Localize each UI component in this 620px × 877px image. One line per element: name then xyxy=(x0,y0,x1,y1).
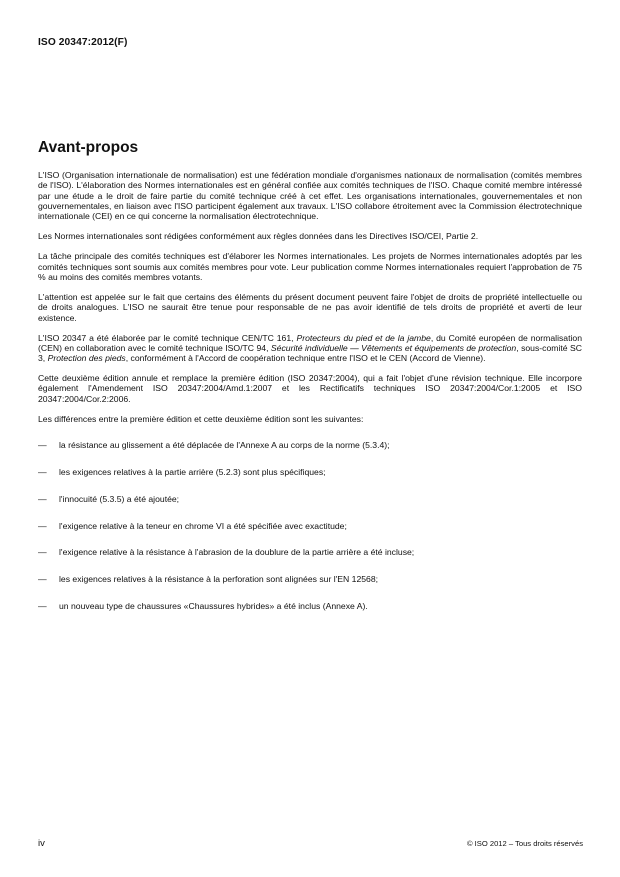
document-header: ISO 20347:2012(F) xyxy=(38,37,128,48)
text-segment: L'ISO 20347 a été élaborée par le comité technique CEN/TC 161, xyxy=(38,332,297,343)
text-segment: , conformément à l'Accord de coopération technique entre l'ISO et le CEN (Accord de Vienne). xyxy=(125,353,486,364)
list-item xyxy=(38,467,582,477)
dash-bullet: — xyxy=(38,440,47,451)
dash-bullet: — xyxy=(38,467,47,478)
page-title: Avant-propos xyxy=(38,139,139,156)
list-item-text: les exigences relatives à la partie arrière (5.2.3) sont plus spécifiques; xyxy=(59,467,326,478)
dash-bullet: — xyxy=(38,600,47,611)
list-item xyxy=(38,601,582,611)
list-item xyxy=(38,494,582,504)
copyright-notice: © ISO 2012 – Tous droits réservés xyxy=(466,839,583,848)
list-item-text: l'innocuité (5.3.5) a été ajoutée; xyxy=(59,493,180,504)
text-segment: , sous-comité SC 3, xyxy=(38,342,582,364)
page-number: iv xyxy=(38,838,45,849)
list-item-text: un nouveau type de chaussures «Chaussures hybrides» a été inclus (Annexe A). xyxy=(59,600,368,611)
paragraph-edition: Cette deuxième édition annule et remplace la première édition (ISO 20347:2004), qui a fait l'objet d'une révision technique. Elle incorpore également l'Amendement ISO 20347:2004/Amd.1:2007 et les Rectificatifs techniques ISO 20347:2004/Cor.1:2005 et ISO 20347:2004/Cor.2:2006. xyxy=(38,373,582,404)
text-segment: , du Comité européen de normalisation (CEN) en collaboration avec le comité technique ISO/TC 94, xyxy=(38,332,582,353)
dash-bullet: — xyxy=(38,574,47,585)
paragraph-differences-intro: Les différences entre la première édition et cette deuxième édition sont les suivantes: xyxy=(38,413,364,424)
list-item-text: l'exigence relative à la résistance à l'abrasion de la doublure de la partie arrière a été incluse; xyxy=(59,547,415,558)
paragraph-directives: Les Normes internationales sont rédigées conformément aux règles données dans les Directives ISO/CEI, Partie 2. xyxy=(38,231,479,242)
paragraph-iso-organisation: L'ISO (Organisation internationale de normalisation) est une fédération mondiale d'organismes nationaux de normalisation (comités membres de l'ISO). L'élaboration des Normes internationales est en général confiée aux comités techniques de l'ISO. Chaque comité membre intéressé par une étude a le droit de faire partie du comité technique créé à cet effet. Les organisations internationales, gouvernementales et non gouvernementales, en liaison avec l'ISO participent également aux travaux. L'ISO collabore étroitement avec la Commission électrotechnique internationale (CEI) en ce qui concerne la normalisation électrotechnique. xyxy=(38,170,582,222)
dash-bullet: — xyxy=(38,493,47,504)
list-item xyxy=(38,440,582,450)
dash-bullet: — xyxy=(38,547,47,558)
paragraph-technical-committees: La tâche principale des comités techniques est d'élaborer les Normes internationales. Les projets de Normes internationales adoptés par les comités techniques sont soumis aux comités membres pour vote. Leur publication comme Normes internationales requiert l'approbation de 75 % au moins des comités membres votants. xyxy=(38,251,582,282)
list-item-text: l'exigence relative à la teneur en chrome VI a été spécifiée avec exactitude; xyxy=(59,520,347,531)
dash-bullet: — xyxy=(38,520,47,531)
paragraph-prepared-by xyxy=(38,333,582,364)
list-item xyxy=(38,521,582,531)
differences-list xyxy=(38,440,582,611)
committee-title-italic: Sécurité individuelle — Vêtements et équipements de protection xyxy=(270,342,517,353)
subcommittee-title-italic: Protection des pieds xyxy=(47,353,126,364)
committee-title-italic: Protecteurs du pied et de la jambe xyxy=(296,332,431,343)
foreword-content xyxy=(38,170,582,628)
list-item xyxy=(38,547,582,557)
list-item xyxy=(38,574,582,584)
paragraph-patent-rights: L'attention est appelée sur le fait que certains des éléments du présent document peuvent faire l'objet de droits de propriété intellectuelle ou de droits analogues. L'ISO ne saurait être tenue pour responsable de ne pas avoir identifié de tels droits de propriété et averti de leur existence. xyxy=(38,291,582,323)
list-item-text: la résistance au glissement a été déplacée de l'Annexe A au corps de la norme (5.3.4); xyxy=(59,440,390,451)
list-item-text: les exigences relatives à la résistance à la perforation sont alignées sur l'EN 12568; xyxy=(59,574,379,585)
